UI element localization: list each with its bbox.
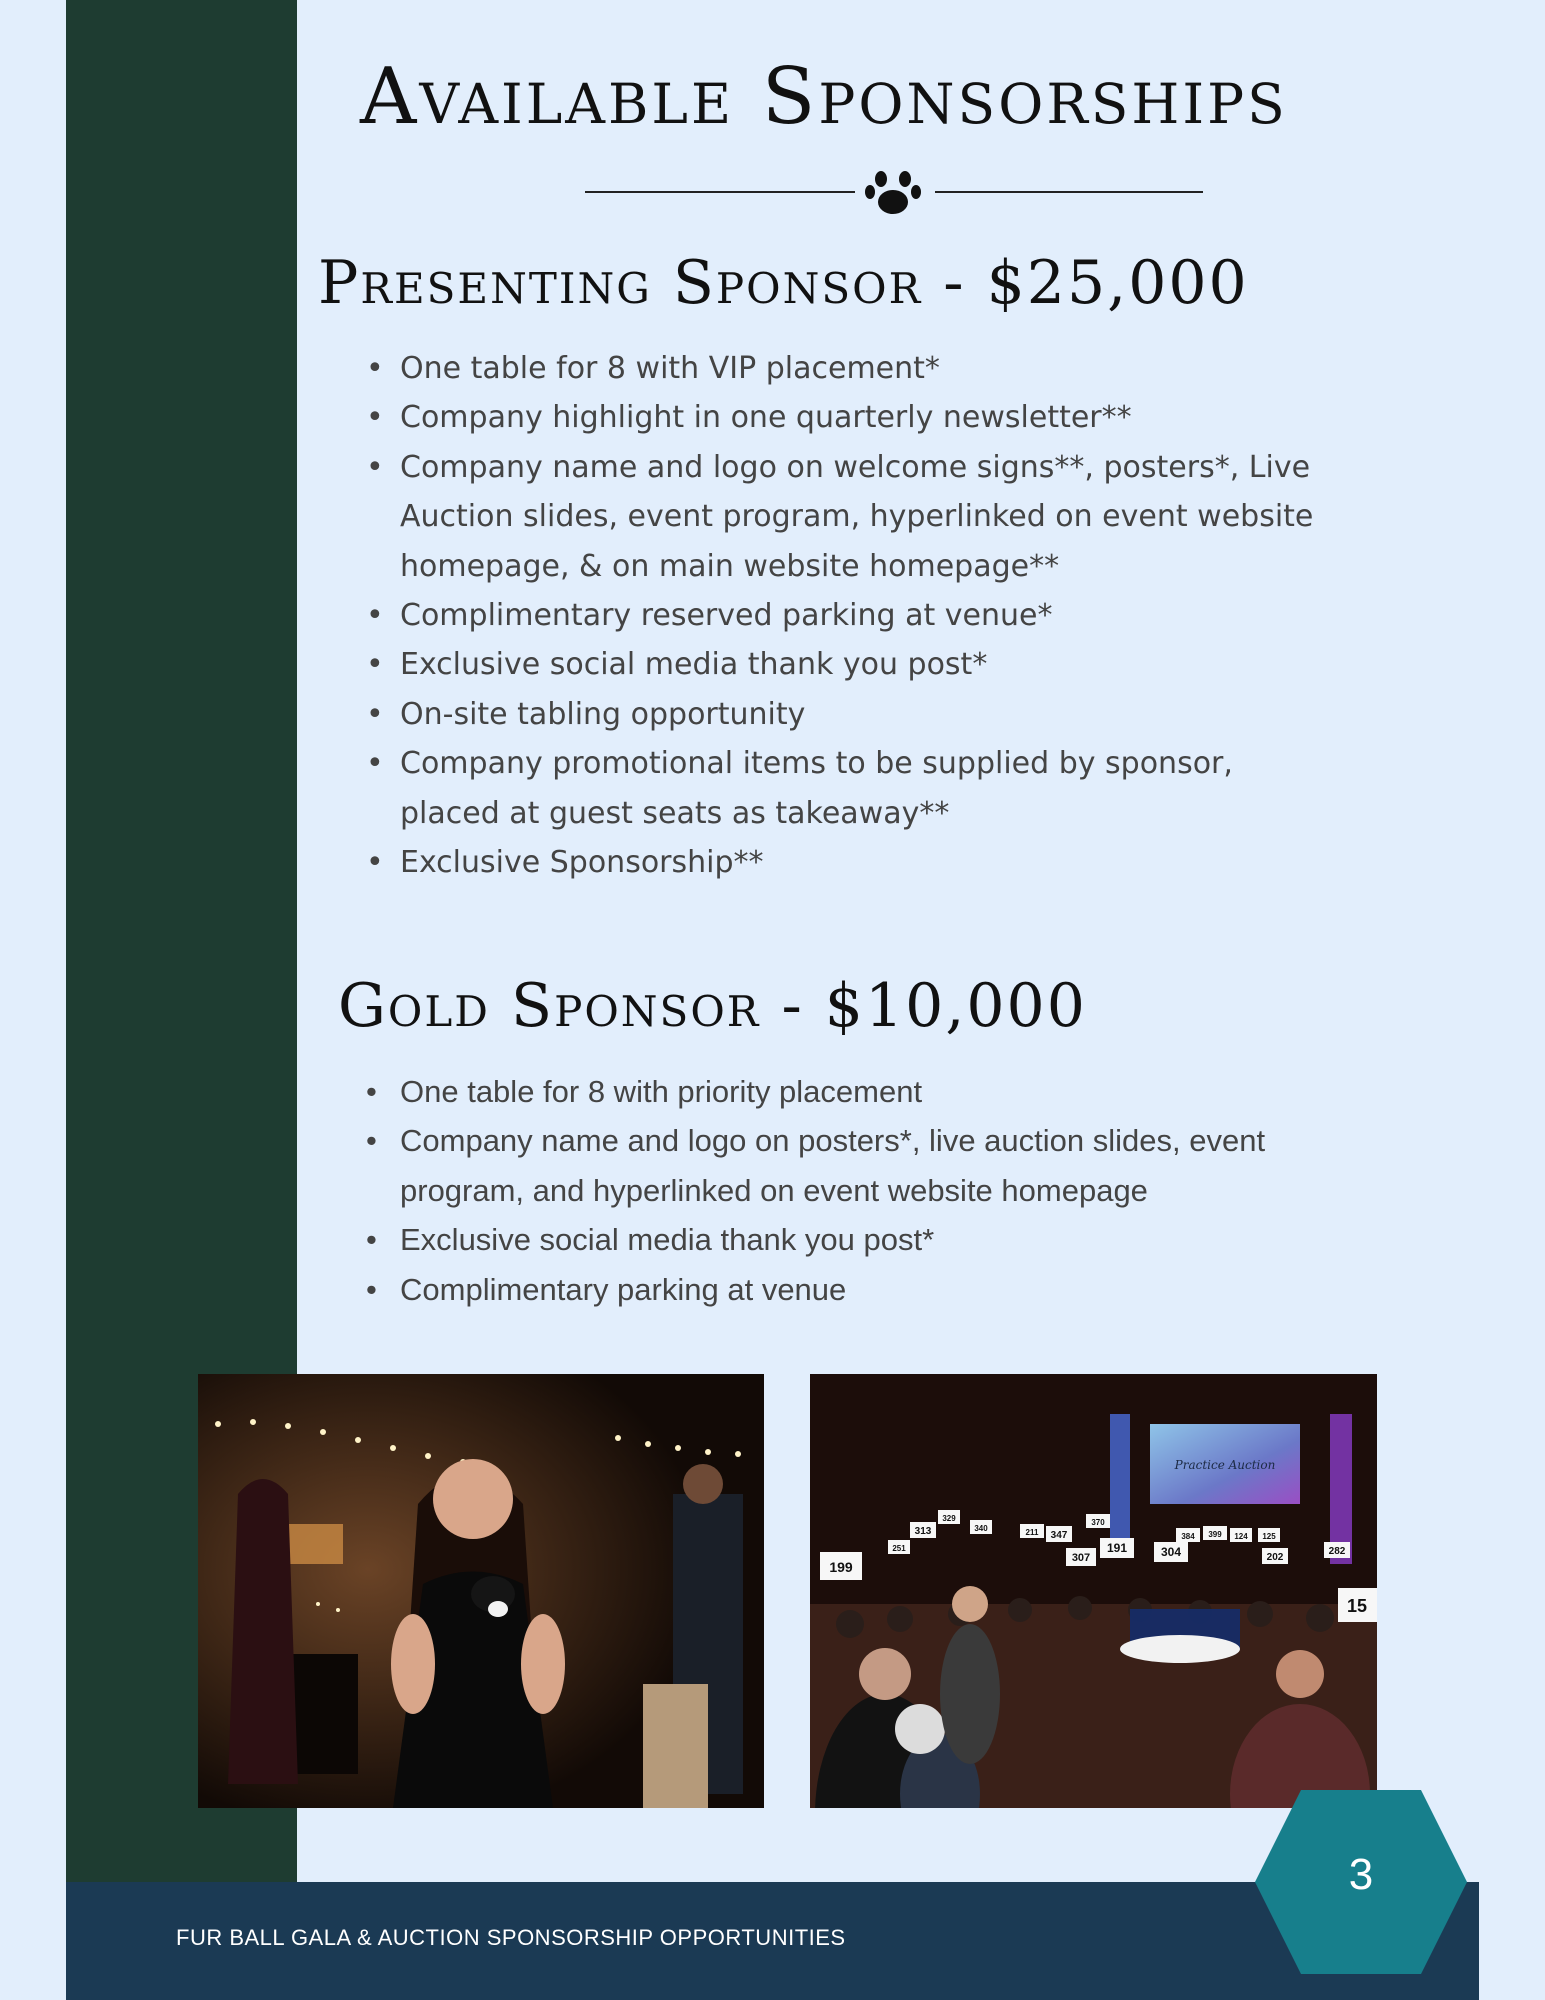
page-title: Available Sponsorships xyxy=(360,52,1288,142)
svg-text:202: 202 xyxy=(1266,1552,1284,1563)
list-item: • Exclusive social media thank you post* xyxy=(366,1215,1326,1264)
photo-auction-crowd xyxy=(810,1374,1377,1808)
presenting-sponsor-heading: Presenting Sponsor - $25,000 xyxy=(318,248,1249,318)
svg-text:15: 15 xyxy=(1346,1596,1368,1616)
list-item: • Complimentary parking at venue xyxy=(366,1265,1326,1314)
svg-text:304: 304 xyxy=(1160,1545,1182,1559)
svg-text:125: 125 xyxy=(1262,1532,1276,1541)
presenting-benefits-list xyxy=(366,344,1326,887)
svg-text:307: 307 xyxy=(1071,1552,1091,1564)
svg-text:282: 282 xyxy=(1328,1546,1346,1557)
list-item: • Exclusive Sponsorship** xyxy=(366,838,1326,887)
svg-text:347: 347 xyxy=(1050,1530,1068,1541)
title-divider-left xyxy=(585,191,855,193)
svg-text:313: 313 xyxy=(914,1526,932,1537)
list-item: • Company name and logo on posters*, live auction slides, event program, and hyperlinked on event website homepage xyxy=(366,1116,1326,1215)
svg-text:384: 384 xyxy=(1181,1532,1195,1541)
list-item: • Company name and logo on welcome signs**, posters*, Live Auction slides, event program, hyperlinked on event website homepage, & on main website homepage** xyxy=(366,443,1326,591)
svg-text:329: 329 xyxy=(942,1514,956,1523)
svg-text:199: 199 xyxy=(829,1559,853,1575)
svg-text:370: 370 xyxy=(1091,1518,1105,1527)
svg-text:251: 251 xyxy=(892,1544,906,1553)
footer-label: FUR BALL GALA & AUCTION SPONSORSHIP OPPORTUNITIES xyxy=(176,1925,846,1950)
list-item: • Complimentary reserved parking at venue* xyxy=(366,591,1326,640)
list-item: • On-site tabling opportunity xyxy=(366,690,1326,739)
list-item: • Exclusive social media thank you post* xyxy=(366,640,1326,689)
paw-icon xyxy=(864,162,922,218)
auction-screen-text: Practice Auction xyxy=(1174,1458,1276,1472)
svg-text:211: 211 xyxy=(1025,1528,1039,1537)
gold-benefits-list xyxy=(366,1067,1326,1314)
title-divider-right xyxy=(935,191,1203,193)
svg-text:191: 191 xyxy=(1106,1541,1128,1555)
list-item: • One table for 8 with priority placement xyxy=(366,1067,1326,1116)
svg-text:399: 399 xyxy=(1208,1530,1222,1539)
list-item: • Company highlight in one quarterly newsletter** xyxy=(366,393,1326,442)
list-item: • Company promotional items to be supplied by sponsor, placed at guest seats as takeaway** xyxy=(366,739,1326,838)
page-number: 3 xyxy=(1348,1850,1374,1899)
photo-guest-with-kitten xyxy=(198,1374,764,1808)
svg-text:340: 340 xyxy=(974,1524,988,1533)
gold-sponsor-heading: Gold Sponsor - $10,000 xyxy=(338,971,1087,1041)
list-item: • One table for 8 with VIP placement* xyxy=(366,344,1326,393)
svg-text:124: 124 xyxy=(1234,1532,1248,1541)
